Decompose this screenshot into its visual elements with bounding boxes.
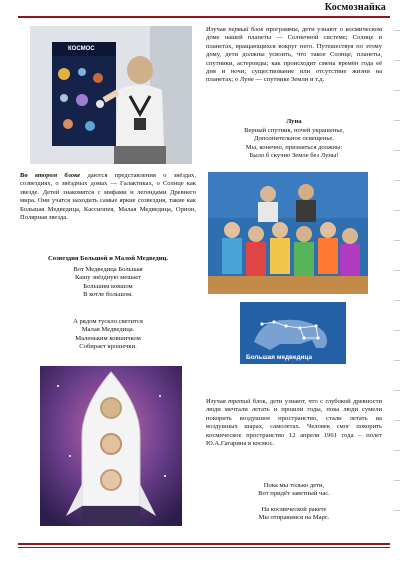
block3-emphasis: третий	[228, 398, 251, 405]
poem-line: Большим ковшом	[83, 282, 133, 290]
poem-moon	[206, 127, 382, 161]
footer-rule-thin	[18, 547, 390, 548]
poem-line: Дополнительное освещенье.	[254, 135, 334, 143]
poem-line: Вот Медведица Большая	[73, 266, 143, 273]
block2-pre: Во	[20, 172, 35, 179]
block2-emphasis: втором блоке	[34, 172, 81, 179]
bigdipper-label: Большая медведица	[246, 354, 312, 361]
poem-line: Кашу звёздную мешает	[74, 274, 142, 282]
block2-paragraph	[20, 172, 196, 222]
poem-line: Малая Медведица.	[81, 326, 135, 334]
poem-line: Вот придёт заветный час.	[258, 490, 330, 498]
poem-rocket-1	[206, 482, 382, 499]
block1-text: программы, дети узнают о космическом доме нашей планеты — Солнечной системе; Солнце и планетах, вращающихся вокруг него. Путешествуя по этому дому, дети должны усвоить, что такое Солнце, планеты, спутники, астероиды; как происходит смена времён года её дня и ночи; существование или отсутствие жизни на планетах; о Луне — спутнике Земли и т.д.	[206, 26, 382, 84]
block1-emphasis: первый блок	[228, 26, 264, 33]
poem-bears-2	[20, 318, 196, 352]
block1-pre: Изучая	[206, 26, 229, 33]
poem-line: Мы, конечно, признаться должны:	[245, 143, 343, 151]
header-rule	[18, 16, 390, 18]
margin-ticks	[394, 20, 400, 540]
poem-title-bears: Созвездия Большой и Малой Медведиц.	[48, 255, 168, 262]
poem-line: На космической ракете	[261, 506, 327, 513]
photo-poster-illustration	[30, 26, 192, 164]
footer-rule	[18, 543, 390, 545]
poem-title-moon: Луна	[286, 118, 302, 125]
poem-line: Пока мы только дети,	[263, 482, 325, 489]
block2-text: даются представления о звёздах, созвездиях, о звёздных домах — Галактиках, о Солнце как звезде. Детей знакомятся с мифами и легендами Древнего мира. Они учатся находить самые яркие созвездия, такие как Большая Медведица, Кассиопея, Малая Медведица, Орион, Полярная звезда.	[20, 172, 197, 222]
poem-line: А рядом тускло светится	[73, 318, 143, 325]
poem-line: Маленьким ковшичком	[75, 334, 141, 342]
rocket-illustration	[40, 366, 182, 526]
photo-rocket-cutout	[40, 366, 182, 526]
photo-child-at-poster	[30, 26, 192, 164]
poem-rocket-2	[206, 506, 382, 523]
block1-paragraph	[206, 26, 382, 85]
poem-bears-1	[20, 266, 196, 300]
bigdipper-image	[240, 302, 346, 364]
poem-line: Было б скучно Земле без Луны!	[249, 152, 339, 160]
page-title: Космознайка	[324, 2, 386, 13]
poem-line: В котле большом.	[83, 291, 133, 299]
block3-pre: Изучая	[206, 398, 229, 405]
poster-label: КОСМОС	[68, 46, 95, 52]
block3-text: блок, дети узнают, что с глубокой древности люди мечтали летать и прошли годы, пока люди сумели покорить воздушное пространство, стали летать на воздушных шарах, самолетах. Человек смог покорить космическое пространство 12 апреля 1961 года – полет Ю.А.Гагарина в космос.	[206, 398, 382, 448]
block3-paragraph	[206, 398, 382, 448]
poem-line: Мы отправимся на Марс.	[258, 514, 330, 522]
photo-children-group	[208, 172, 368, 294]
poem-line: Верный спутник, ночей украшенье,	[244, 127, 344, 134]
group-illustration	[208, 172, 368, 294]
poem-line: Собирает крошечки.	[79, 343, 137, 351]
